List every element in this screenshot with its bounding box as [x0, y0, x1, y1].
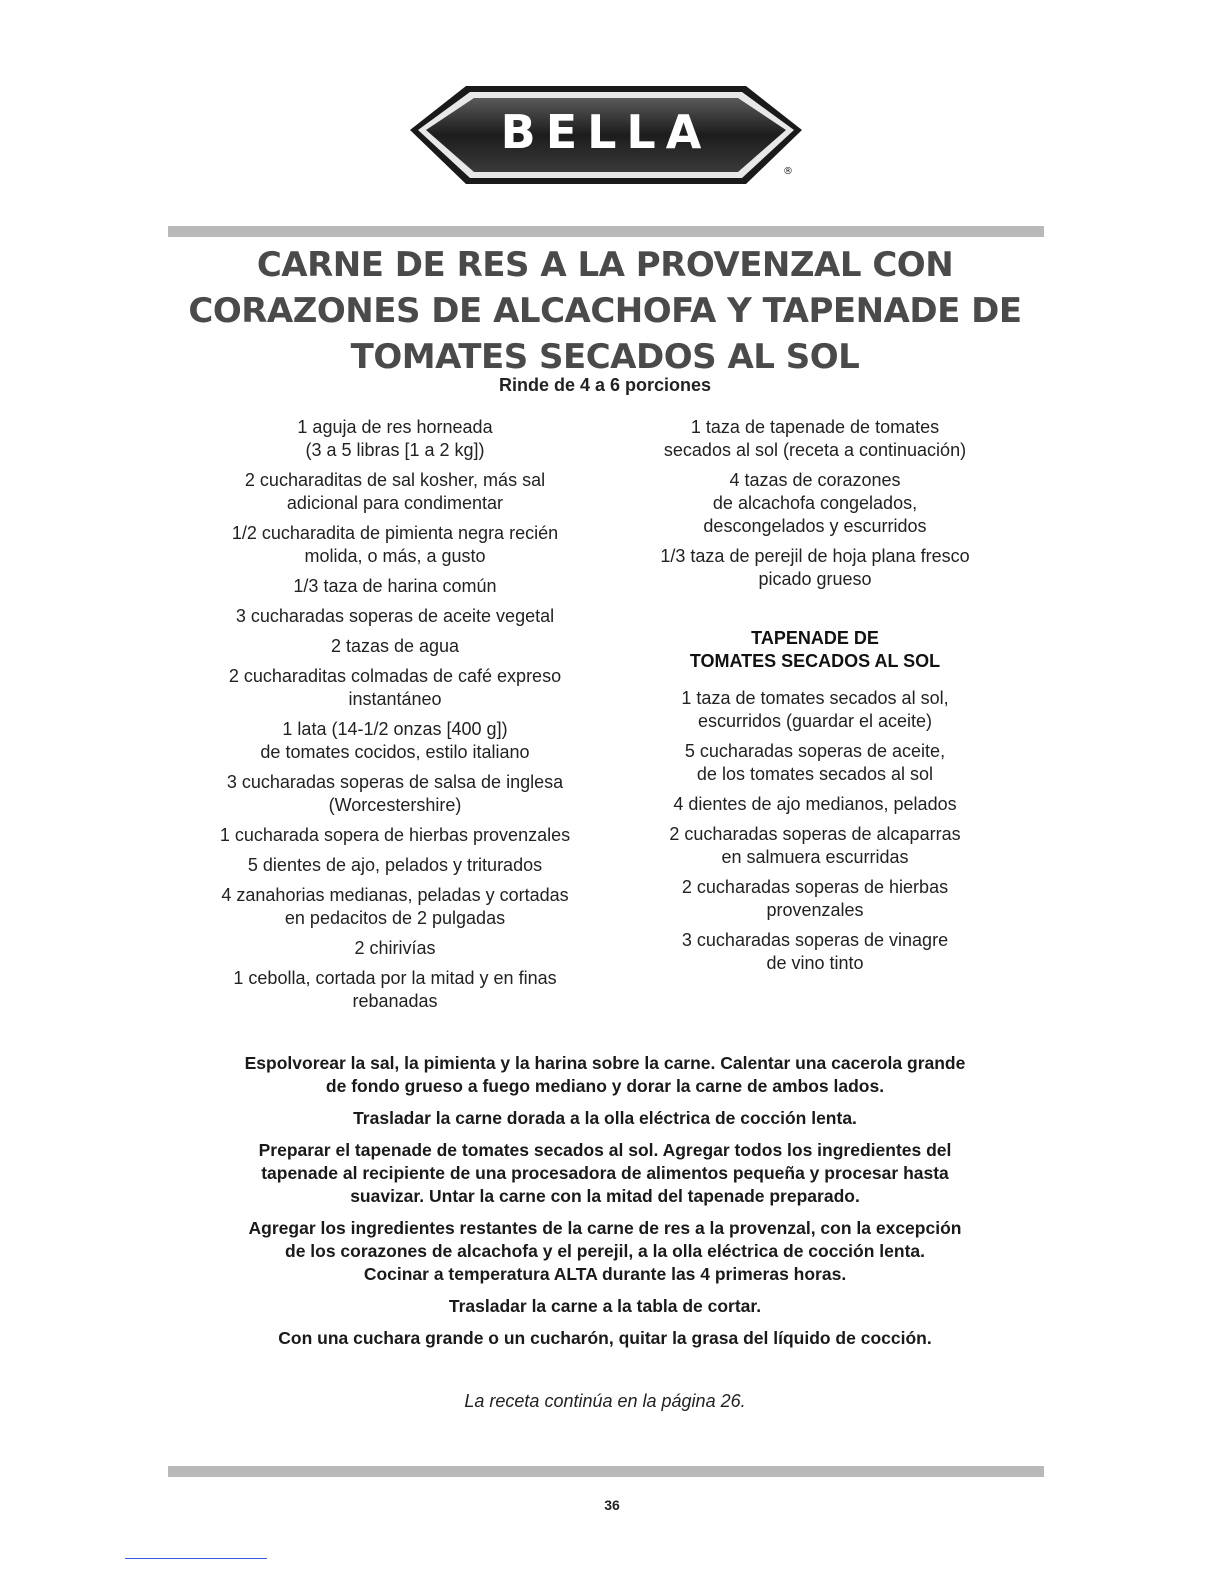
recipe-yield: Rinde de 4 a 6 porciones [498, 375, 712, 395]
instruction-step: Preparar el tapenade de tomates secados al sol. Agregar todos los ingredientes del tapenade al recipiente de una procesadora de alimentos pequeña y procesar hasta suavizar. Untar la carne con la mitad del tapenade preparado. [258, 1140, 952, 1206]
ingredient-item: 3 cucharadas soperas de aceite vegetal [235, 606, 555, 626]
ingredients-right-column [630, 416, 1000, 982]
instruction-step: Trasladar la carne a la tabla de cortar. [448, 1296, 762, 1316]
instructions [190, 1052, 1020, 1359]
ingredient-item: 1 taza de tapenade de tomates secados al sol (receta a continuación) [663, 417, 967, 460]
title-line: TOMATES SECADOS AL SOL [350, 337, 860, 377]
tapenade-ingredient-item: 2 cucharadas soperas de hierbas provenzales [681, 877, 949, 920]
ingredient-item: 4 tazas de corazones de alcachofa congelados, descongelados y escurridos [703, 470, 927, 536]
ingredient-item: 2 chirivías [354, 938, 436, 958]
tapenade-heading: TAPENADE DE TOMATES SECADOS AL SOL [689, 628, 941, 671]
ingredient-item: 1 cucharada sopera de hierbas provenzales [219, 825, 571, 845]
bottom-divider [168, 1466, 1044, 1477]
ingredient-item: 1/3 taza de perejil de hoja plana fresco picado grueso [660, 546, 970, 589]
ingredient-item: 1 lata (14-1/2 onzas [400 g]) de tomates cocidos, estilo italiano [260, 719, 530, 762]
ingredient-item: 1 cebolla, cortada por la mitad y en finas rebanadas [233, 968, 557, 1011]
instruction-step: Con una cuchara grande o un cucharón, quitar la grasa del líquido de cocción. [278, 1328, 932, 1348]
page-number: 36 [604, 1497, 620, 1513]
tapenade-ingredient-item: 3 cucharadas soperas de vinagre de vino tinto [681, 930, 949, 973]
ingredient-item: 2 tazas de agua [330, 636, 460, 656]
continued-note: La receta continúa en la página 26. [464, 1391, 746, 1411]
title-line: CARNE DE RES A LA PROVENZAL CON [256, 245, 954, 285]
footnote-rule [125, 1558, 267, 1559]
bella-logo [408, 82, 804, 190]
ingredients-left-column [195, 416, 595, 1020]
ingredient-item: 1/2 cucharadita de pimienta negra recién molida, o más, a gusto [231, 523, 559, 566]
ingredient-item: 2 cucharaditas colmadas de café expreso instantáneo [228, 666, 562, 709]
ingredient-item: 2 cucharaditas de sal kosher, más sal adicional para condimentar [244, 470, 546, 513]
instruction-step: Trasladar la carne dorada a la olla eléctrica de cocción lenta. [353, 1108, 857, 1128]
tapenade-ingredient-item: 1 taza de tomates secados al sol, escurridos (guardar el aceite) [681, 688, 949, 731]
tapenade-ingredient-item: 5 cucharadas soperas de aceite, de los tomates secados al sol [684, 741, 946, 784]
logo-text: BELLA [500, 105, 712, 159]
tapenade-ingredient-item: 4 dientes de ajo medianos, pelados [673, 794, 957, 814]
tapenade-ingredient-item: 2 cucharadas soperas de alcaparras en salmuera escurridas [669, 824, 961, 867]
ingredient-item: 1 aguja de res horneada (3 a 5 libras [1 a 2 kg]) [297, 417, 493, 460]
instruction-step: Agregar los ingredientes restantes de la carne de res a la provenzal, con la excepción de los corazones de alcachofa y el perejil, a la olla eléctrica de cocción lenta. Cocinar a temperatura ALTA durante las 4 primeras horas. [248, 1218, 962, 1284]
recipe-title [150, 242, 1060, 380]
ingredient-item: 4 zanahorias medianas, peladas y cortadas en pedacitos de 2 pulgadas [221, 885, 569, 928]
title-line: CORAZONES DE ALCACHOFA Y TAPENADE DE [188, 291, 1022, 331]
ingredient-item: 1/3 taza de harina común [293, 576, 497, 596]
instruction-step: Espolvorear la sal, la pimienta y la harina sobre la carne. Calentar una cacerola grande de fondo grueso a fuego mediano y dorar la carne de ambos lados. [244, 1053, 966, 1096]
trademark-symbol: ® [783, 166, 793, 177]
ingredient-item: 3 cucharadas soperas de salsa de inglesa (Worcestershire) [226, 772, 564, 815]
top-divider [168, 226, 1044, 237]
ingredient-item: 5 dientes de ajo, pelados y triturados [247, 855, 543, 875]
